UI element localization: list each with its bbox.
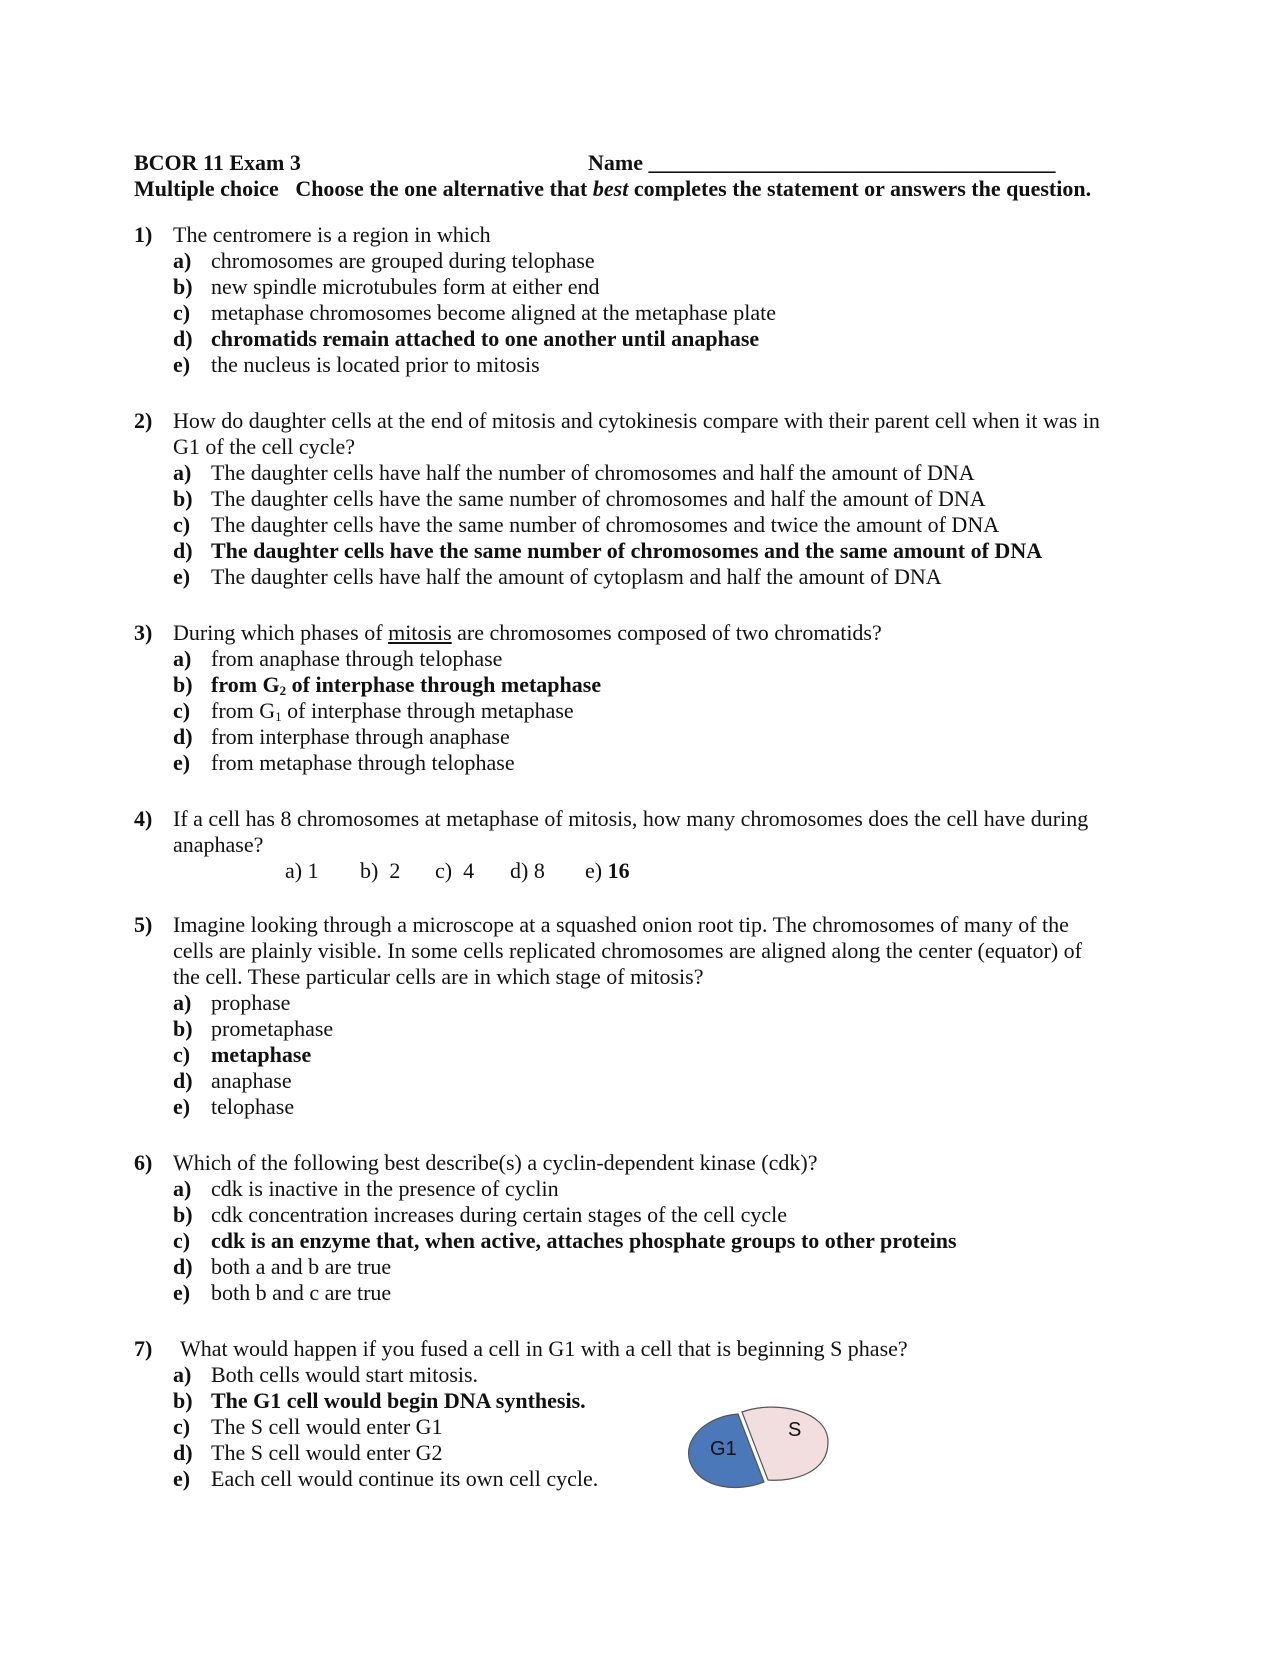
- q2-text-line2: G1 of the cell cycle?: [173, 434, 356, 459]
- q4-opt-d-value: 8: [533, 858, 545, 883]
- q1-opt-c[interactable]: metaphase chromosomes become aligned at the metaphase plate: [211, 300, 777, 325]
- q2-opt-e-letter[interactable]: e): [173, 564, 191, 589]
- q6-opt-e[interactable]: both b and c are true: [211, 1280, 392, 1305]
- q4-opt-e[interactable]: [585, 858, 630, 884]
- q3-opt-a[interactable]: from anaphase through telophase: [211, 646, 503, 671]
- q4-opt-d[interactable]: [510, 858, 545, 884]
- q6-opt-d-letter[interactable]: d): [173, 1254, 193, 1279]
- q1-opt-d[interactable]: chromatids remain attached to one another until anaphase: [211, 326, 760, 351]
- q6-number: 6): [134, 1150, 153, 1175]
- cell-fusion-diagram: [680, 1400, 840, 1510]
- q7-opt-b[interactable]: The G1 cell would begin DNA synthesis.: [211, 1388, 586, 1413]
- q3-opt-b-sub: 2: [279, 683, 287, 698]
- q2-opt-d-letter[interactable]: d): [173, 538, 193, 563]
- q4-opt-c[interactable]: [435, 858, 474, 884]
- q3-opt-c-sub: 1: [275, 709, 282, 724]
- q6-opt-a-letter[interactable]: a): [173, 1176, 192, 1201]
- q3-opt-a-letter[interactable]: a): [173, 646, 192, 671]
- q1-opt-c-letter[interactable]: c): [173, 300, 191, 325]
- q6-opt-a[interactable]: cdk is inactive in the presence of cyclin: [211, 1176, 559, 1201]
- q1-opt-b[interactable]: new spindle microtubules form at either end: [211, 274, 600, 299]
- q5-opt-c-letter[interactable]: c): [173, 1042, 191, 1067]
- q5-text-line2: cells are plainly visible. In some cells replicated chromosomes are aligned along the center (equator) of: [173, 938, 1082, 963]
- q7-opt-c[interactable]: The S cell would enter G1: [211, 1414, 443, 1439]
- q2-opt-b-letter[interactable]: b): [173, 486, 193, 511]
- q3-opt-b-letter[interactable]: b): [173, 672, 193, 697]
- q3-opt-c-pre: from G: [211, 698, 276, 723]
- q5-number: 5): [134, 912, 153, 937]
- q3-opt-c[interactable]: [211, 698, 574, 724]
- q4-opt-c-letter: c): [435, 858, 453, 883]
- q7-opt-a-letter[interactable]: a): [173, 1362, 192, 1387]
- q4-number: 4): [134, 806, 153, 831]
- q3-opt-d[interactable]: from interphase through anaphase: [211, 724, 510, 749]
- q3-opt-e-letter[interactable]: e): [173, 750, 191, 775]
- q6-opt-c[interactable]: cdk is an enzyme that, when active, attaches phosphate groups to other proteins: [211, 1228, 957, 1253]
- q1-text: The centromere is a region in which: [173, 222, 491, 247]
- q5-opt-a-letter[interactable]: a): [173, 990, 192, 1015]
- q3-opt-d-letter[interactable]: d): [173, 724, 193, 749]
- q2-opt-e[interactable]: The daughter cells have half the amount of cytoplasm and half the amount of DNA: [211, 564, 942, 589]
- q5-opt-e[interactable]: telophase: [211, 1094, 295, 1119]
- q4-opt-a[interactable]: [285, 858, 319, 884]
- q4-text-line1: If a cell has 8 chromosomes at metaphase of mitosis, how many chromosomes does the cell have during: [173, 806, 1089, 831]
- q6-opt-d[interactable]: both a and b are true: [211, 1254, 392, 1279]
- q3-opt-c-post: of interphase through metaphase: [281, 698, 574, 723]
- q2-opt-a-letter[interactable]: a): [173, 460, 192, 485]
- name-label-text: Name: [588, 150, 643, 175]
- q4-opt-d-letter: d): [510, 858, 529, 883]
- q2-number: 2): [134, 408, 153, 433]
- q7-opt-e[interactable]: Each cell would continue its own cell cycle.: [211, 1466, 599, 1491]
- q3-text: [173, 620, 882, 646]
- q7-opt-a[interactable]: Both cells would start mitosis.: [211, 1362, 479, 1387]
- q3-text-post: are chromosomes composed of two chromatids?: [457, 620, 882, 645]
- course-title: BCOR 11 Exam 3: [134, 150, 301, 175]
- q7-opt-b-letter[interactable]: b): [173, 1388, 193, 1413]
- q4-opt-b-letter: b): [360, 858, 379, 883]
- q1-opt-a[interactable]: chromosomes are grouped during telophase: [211, 248, 595, 273]
- name-blank[interactable]: _____________________________________: [648, 150, 1056, 175]
- q6-opt-b-letter[interactable]: b): [173, 1202, 193, 1227]
- q4-opt-e-value: 16: [607, 858, 630, 883]
- q6-opt-c-letter[interactable]: c): [173, 1228, 191, 1253]
- name-label: [588, 150, 1055, 176]
- q2-text-line1: How do daughter cells at the end of mitosis and cytokinesis compare with their parent cell when it was in: [173, 408, 1100, 433]
- q1-opt-b-letter[interactable]: b): [173, 274, 193, 299]
- q4-opt-b-value: 2: [389, 858, 401, 883]
- q4-opt-a-value: 1: [307, 858, 319, 883]
- q5-opt-d-letter[interactable]: d): [173, 1068, 193, 1093]
- q5-text-line3: the cell. These particular cells are in which stage of mitosis?: [173, 964, 704, 989]
- q7-opt-c-letter[interactable]: c): [173, 1414, 191, 1439]
- s-label: S: [788, 1419, 802, 1441]
- q2-opt-a[interactable]: The daughter cells have half the number of chromosomes and half the amount of DNA: [211, 460, 975, 485]
- q3-text-pre: During which phases of: [173, 620, 383, 645]
- instr-emphasis: best: [592, 176, 629, 201]
- q1-number: 1): [134, 222, 153, 247]
- q1-opt-e[interactable]: the nucleus is located prior to mitosis: [211, 352, 540, 377]
- q2-opt-d[interactable]: The daughter cells have the same number of chromosomes and the same amount of DNA: [211, 538, 1043, 563]
- q2-opt-c-letter[interactable]: c): [173, 512, 191, 537]
- q2-opt-c[interactable]: The daughter cells have the same number of chromosomes and twice the amount of DNA: [211, 512, 1000, 537]
- q3-opt-c-letter[interactable]: c): [173, 698, 191, 723]
- q1-opt-a-letter[interactable]: a): [173, 248, 192, 273]
- q4-opt-e-letter: e): [585, 858, 603, 883]
- q5-opt-c[interactable]: metaphase: [211, 1042, 312, 1067]
- q5-text-line1: Imagine looking through a microscope at a squashed onion root tip. The chromosomes of many of the: [173, 912, 1069, 937]
- q5-opt-a[interactable]: prophase: [211, 990, 291, 1015]
- q6-text: Which of the following best describe(s) a cyclin-dependent kinase (cdk)?: [173, 1150, 818, 1175]
- q5-opt-b-letter[interactable]: b): [173, 1016, 193, 1041]
- q6-opt-e-letter[interactable]: e): [173, 1280, 191, 1305]
- q6-opt-b[interactable]: cdk concentration increases during certain stages of the cell cycle: [211, 1202, 788, 1227]
- mc-label: Multiple choice: [134, 176, 279, 201]
- q5-opt-d[interactable]: anaphase: [211, 1068, 292, 1093]
- q5-opt-e-letter[interactable]: e): [173, 1094, 191, 1119]
- q4-opt-a-letter: a): [285, 858, 303, 883]
- q4-opt-b[interactable]: [360, 858, 400, 884]
- g1-label: G1: [710, 1438, 737, 1460]
- q3-opt-b-pre: from G: [211, 672, 280, 697]
- q1-opt-d-letter[interactable]: d): [173, 326, 193, 351]
- q7-opt-d-letter[interactable]: d): [173, 1440, 193, 1465]
- q1-opt-e-letter[interactable]: e): [173, 352, 191, 377]
- q4-text-line2: anaphase?: [173, 832, 264, 857]
- instructions: [134, 176, 1091, 202]
- instr-pre: Choose the one alternative that: [295, 176, 588, 201]
- q7-opt-d[interactable]: The S cell would enter G2: [211, 1440, 443, 1465]
- q2-opt-b[interactable]: The daughter cells have the same number of chromosomes and half the amount of DNA: [211, 486, 986, 511]
- q3-number: 3): [134, 620, 153, 645]
- q3-text-underlined: mitosis: [388, 620, 452, 645]
- q7-opt-e-letter[interactable]: e): [173, 1466, 191, 1491]
- q5-opt-b[interactable]: prometaphase: [211, 1016, 334, 1041]
- q7-number: 7): [134, 1336, 153, 1361]
- q4-opt-c-value: 4: [463, 858, 475, 883]
- q3-opt-b[interactable]: [211, 672, 601, 698]
- instr-post: completes the statement or answers the question.: [633, 176, 1092, 201]
- q3-opt-e[interactable]: from metaphase through telophase: [211, 750, 515, 775]
- q7-text: What would happen if you fused a cell in G1 with a cell that is beginning S phase?: [180, 1336, 908, 1361]
- q3-opt-b-post: of interphase through metaphase: [286, 672, 602, 697]
